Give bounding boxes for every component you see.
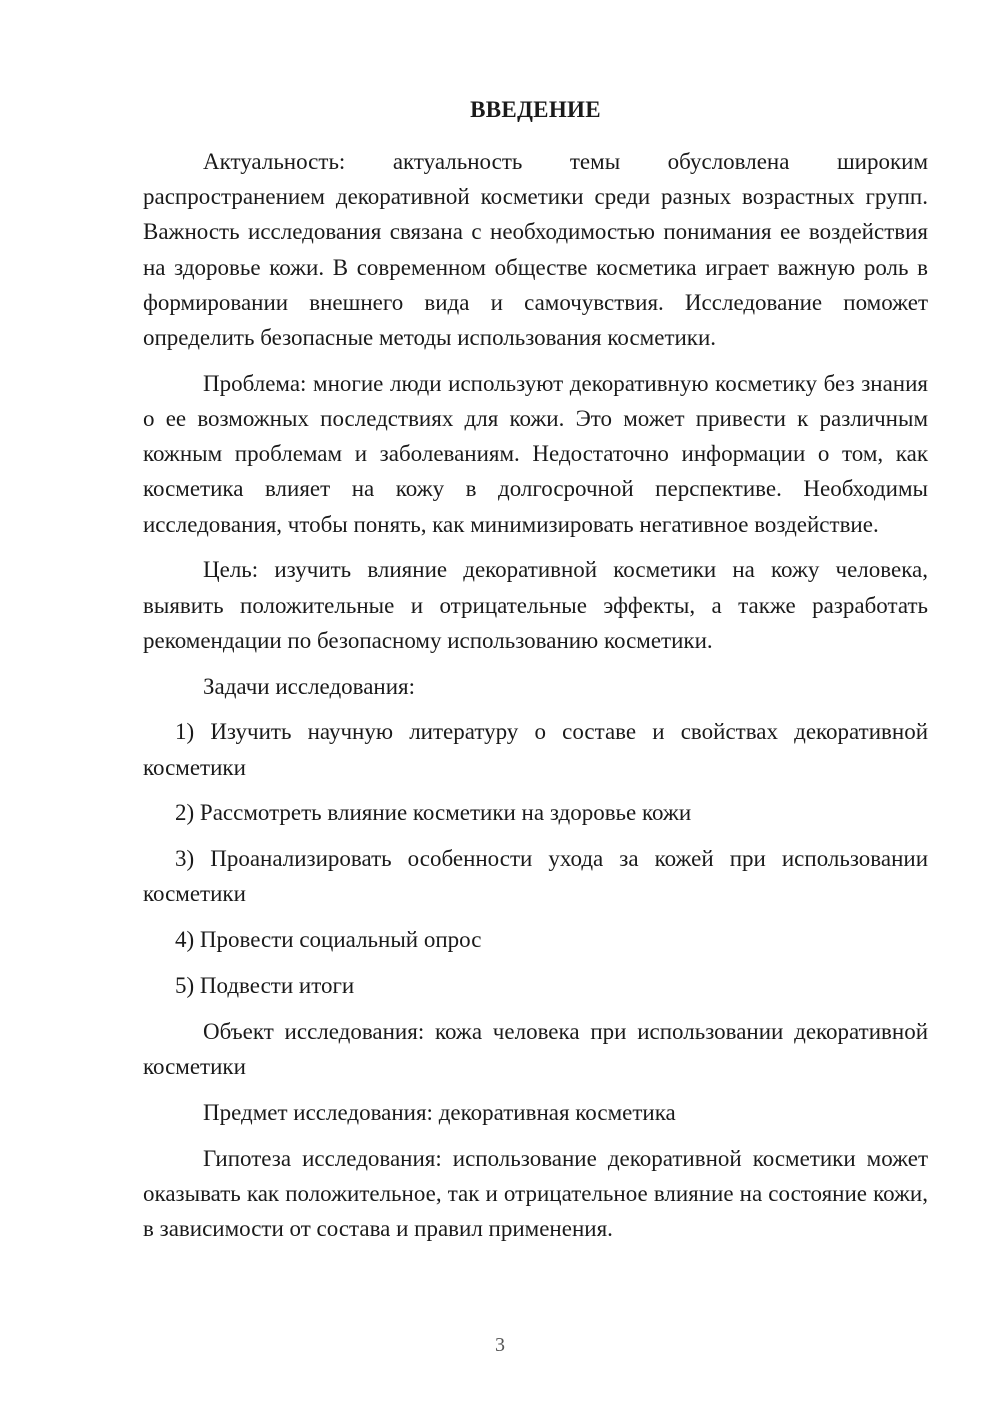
list-item: 4) Провести социальный опрос xyxy=(175,927,482,953)
goal-paragraph: Цель: изучить влияние декоративной косметики на кожу человека, выявить положительные и отрицательные эффекты, а также разработать рекомендации по безопасному использованию косметики. xyxy=(143,557,928,653)
problem-paragraph: Проблема: многие люди используют декоративную косметику без знания о ее возможных последствиях для кожи. Это может привести к различным кожным проблемам и заболеваниям. Недостаточно информации о том, как косметика влияет на кожу в долгосрочной перспективе. Необходимы исследования, чтобы понять, как минимизировать негативное воздействие. xyxy=(143,370,928,537)
document-page xyxy=(143,92,928,1246)
page-title: ВВЕДЕНИЕ xyxy=(470,97,601,122)
object-paragraph: Объект исследования: кожа человека при использовании декоративной косметики xyxy=(143,1018,928,1080)
hypothesis-paragraph: Гипотеза исследования: использование декоративной косметики может оказывать как положительное, так и отрицательное влияние на состояние кожи, в зависимости от состава и правил применения. xyxy=(143,1145,928,1242)
list-item: 5) Подвести итоги xyxy=(175,973,355,999)
page-number: 3 xyxy=(495,1334,505,1356)
list-item: 1) Изучить научную литературу о составе и свойствах декоративной косметики xyxy=(143,719,928,780)
list-item: 2) Рассмотреть влияние косметики на здоровье кожи xyxy=(175,800,692,826)
tasks-heading: Задачи исследования: xyxy=(203,673,416,699)
subject-paragraph: Предмет исследования: декоративная косметика xyxy=(203,1099,676,1125)
list-item: 3) Проанализировать особенности ухода за кожей при использовании косметики xyxy=(143,846,928,907)
tasks-list xyxy=(143,714,928,1003)
relevance-paragraph: Актуальность: актуальность темы обусловлена широким распространением декоративной косметики среди разных возрастных групп. Важность исследования связана с необходимостью понимания ее воздействия на здоровье кожи. В современном обществе косметика играет важную роль в формировании внешнего вида и самочувствия. Исследование поможет определить безопасные методы использования косметики. xyxy=(143,149,928,351)
